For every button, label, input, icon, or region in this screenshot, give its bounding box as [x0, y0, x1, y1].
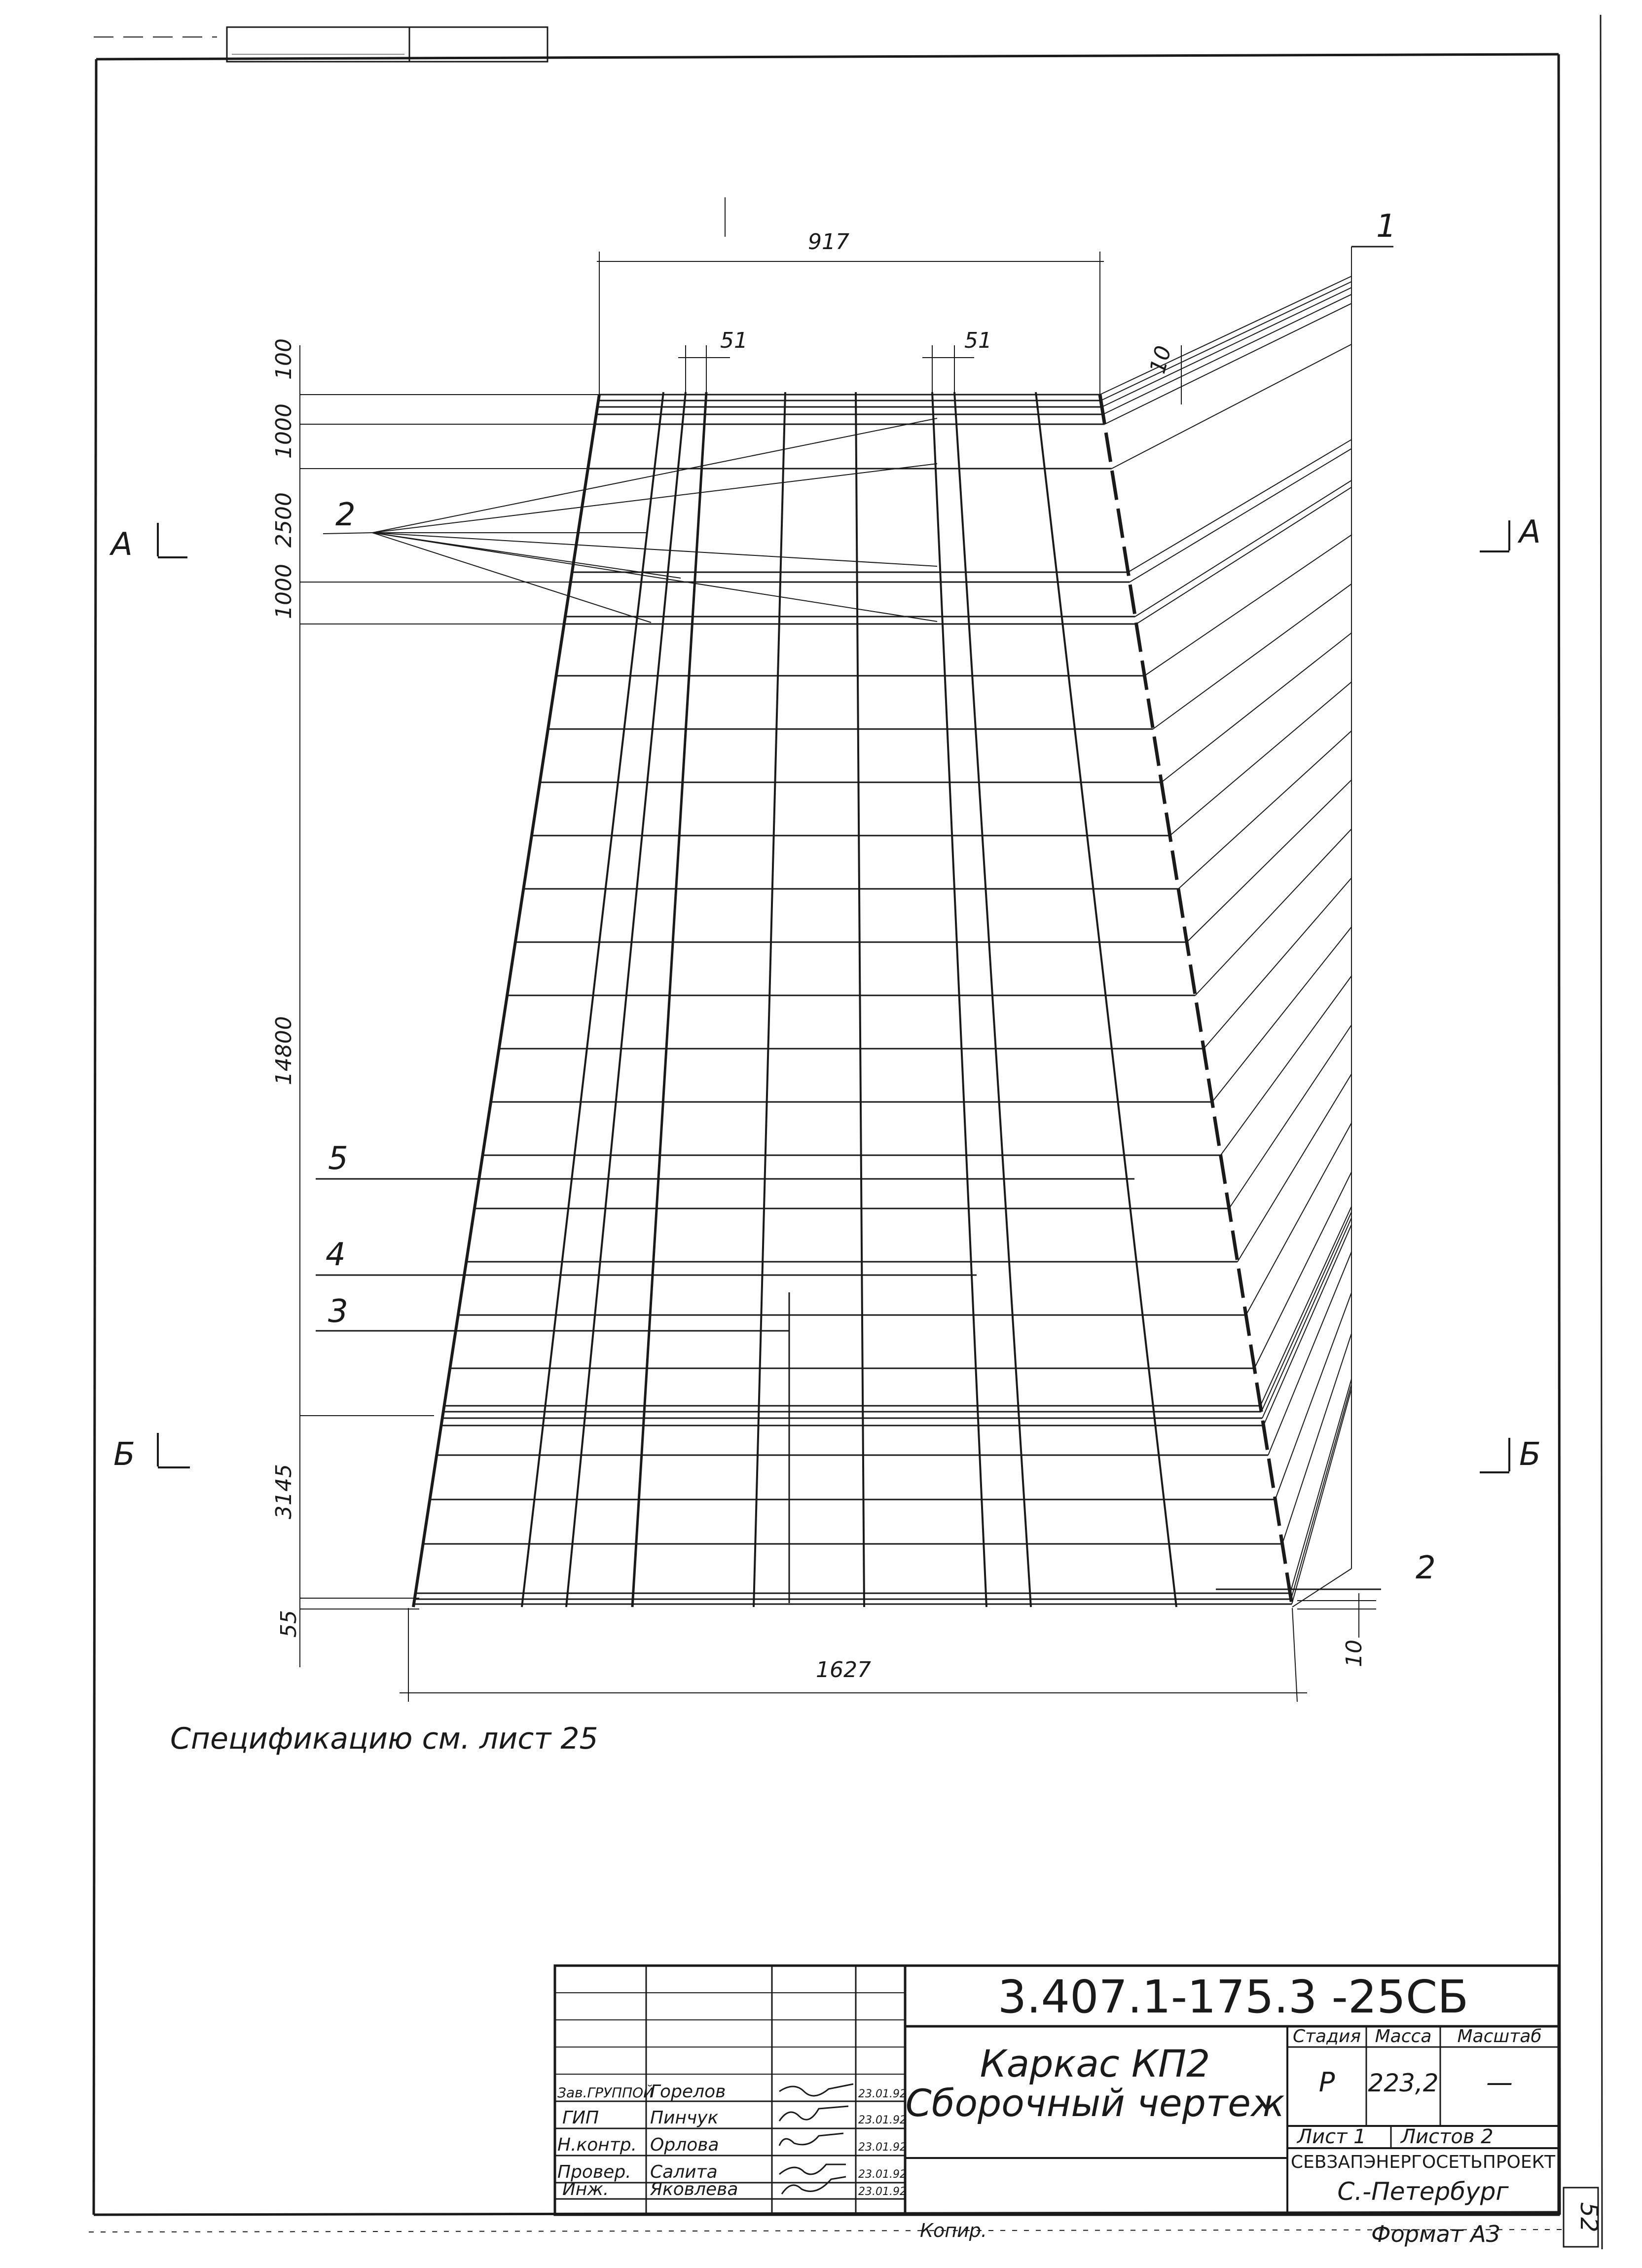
projection-line	[1130, 449, 1351, 582]
section-markers	[158, 520, 1509, 1472]
dim-v-55: 55	[276, 1610, 301, 1638]
projection-line	[1102, 288, 1351, 407]
signature-rows	[557, 2082, 907, 2199]
projection-line	[1238, 1074, 1351, 1262]
callout-leaders	[316, 247, 1393, 1603]
section-b-right: Б	[1519, 1436, 1541, 1473]
projection-line	[1290, 1379, 1351, 1593]
copy-label: Копир.	[920, 2220, 987, 2241]
sig-date-4: 23.01.92	[858, 2186, 907, 2198]
callout-2-top: 2	[335, 497, 356, 533]
callout-5: 5	[328, 1140, 348, 1177]
projection-line	[1292, 1389, 1351, 1604]
projection-line	[1261, 1212, 1351, 1412]
projection-line	[1195, 829, 1351, 995]
dim-v-3145: 3145	[271, 1464, 296, 1519]
projection-line	[1128, 439, 1351, 572]
spec-note: Спецификацию см. лист 25	[170, 1721, 598, 1756]
projection-line	[1170, 682, 1351, 836]
callout-4: 4	[326, 1237, 346, 1273]
dim-51-right: 51	[964, 328, 992, 353]
section-a-left: А	[111, 526, 133, 563]
dim-51-left: 51	[720, 328, 748, 353]
sig-name-1: Пинчук	[650, 2108, 719, 2128]
projection-line	[1229, 1025, 1351, 1208]
projection-line	[1100, 276, 1351, 395]
organization: СЕВЗАПЭНЕРГОСЕТЬПРОЕКТ	[1290, 2152, 1556, 2172]
sig-date-3: 23.01.92	[858, 2168, 907, 2181]
sig-name-4: Яковлева	[650, 2179, 738, 2199]
sig-role-2: Н.контр.	[557, 2135, 637, 2155]
dimension-lines	[300, 247, 1393, 1702]
header-scale: Масштаб	[1457, 2026, 1542, 2047]
dim-v-14800: 14800	[271, 1016, 296, 1085]
value-stage: Р	[1318, 2067, 1335, 2098]
dim-1627: 1627	[816, 1657, 871, 1683]
section-a-right: А	[1519, 514, 1541, 550]
sig-role-0: Зав.ГРУППОЙ	[557, 2085, 654, 2101]
projection-line	[1221, 976, 1351, 1155]
projection-line	[1187, 780, 1351, 942]
projection-line	[1262, 1218, 1351, 1418]
projection-line	[1268, 1252, 1351, 1455]
header-mass: Масса	[1375, 2026, 1432, 2047]
frame-cage	[413, 197, 1292, 1607]
format-label: Формат А3	[1371, 2221, 1500, 2247]
sig-role-3: Провер.	[557, 2162, 631, 2182]
projection-line	[1101, 282, 1351, 401]
doc-code: 3.407.1-175.3 -25СБ	[997, 1971, 1469, 2023]
projection-line	[1144, 535, 1351, 676]
section-b-left: Б	[113, 1436, 135, 1473]
projection-line	[1246, 1123, 1351, 1315]
sig-name-3: Салита	[650, 2162, 718, 2182]
callout-1: 1	[1376, 208, 1396, 245]
projection-line	[1275, 1293, 1351, 1500]
value-mass: 223,2	[1368, 2069, 1439, 2097]
sig-role-4: Инж.	[562, 2179, 609, 2199]
sheet-frame	[89, 15, 1602, 2249]
dim-917: 917	[808, 229, 849, 255]
title-name-1: Каркас КП2	[980, 2042, 1210, 2085]
sig-date-0: 23.01.92	[858, 2088, 907, 2100]
dim-v-2500: 2500	[271, 492, 296, 548]
page-number: 52	[1575, 2202, 1603, 2232]
callout-2-bottom: 2	[1416, 1550, 1436, 1586]
value-scale: —	[1486, 2067, 1513, 2098]
dim-10-bottom: 10	[1342, 1640, 1367, 1667]
sig-role-1: ГИП	[562, 2108, 599, 2128]
sig-date-2: 23.01.92	[858, 2141, 907, 2154]
dim-v-1000b: 1000	[271, 564, 296, 619]
projection-line	[1162, 633, 1351, 782]
sig-date-1: 23.01.92	[858, 2114, 907, 2126]
city: С.-Петербург	[1337, 2177, 1509, 2206]
callout-2-leaders	[323, 418, 937, 622]
callout-3: 3	[328, 1293, 348, 1330]
hoop-lines	[414, 395, 1292, 1604]
dim-10-top: 10	[1145, 343, 1177, 376]
sig-name-2: Орлова	[650, 2135, 719, 2155]
header-stage: Стадия	[1292, 2026, 1361, 2047]
dim-v-1000a: 1000	[271, 403, 296, 459]
projection-line	[1291, 1385, 1352, 1599]
sig-name-0: Горелов	[650, 2082, 726, 2102]
projection-line	[1103, 294, 1351, 414]
projection-line	[1254, 1172, 1351, 1368]
projection-lines	[1100, 276, 1351, 1604]
handwritten-signatures	[779, 2084, 853, 2194]
projection-line	[1264, 1225, 1351, 1426]
projection-line	[1136, 487, 1351, 624]
sheet-number: Лист 1	[1297, 2125, 1366, 2148]
dim-v-100: 100	[271, 338, 296, 380]
title-name-2: Сборочный чертеж	[905, 2081, 1285, 2125]
sheet-count: Листов 2	[1401, 2125, 1494, 2148]
